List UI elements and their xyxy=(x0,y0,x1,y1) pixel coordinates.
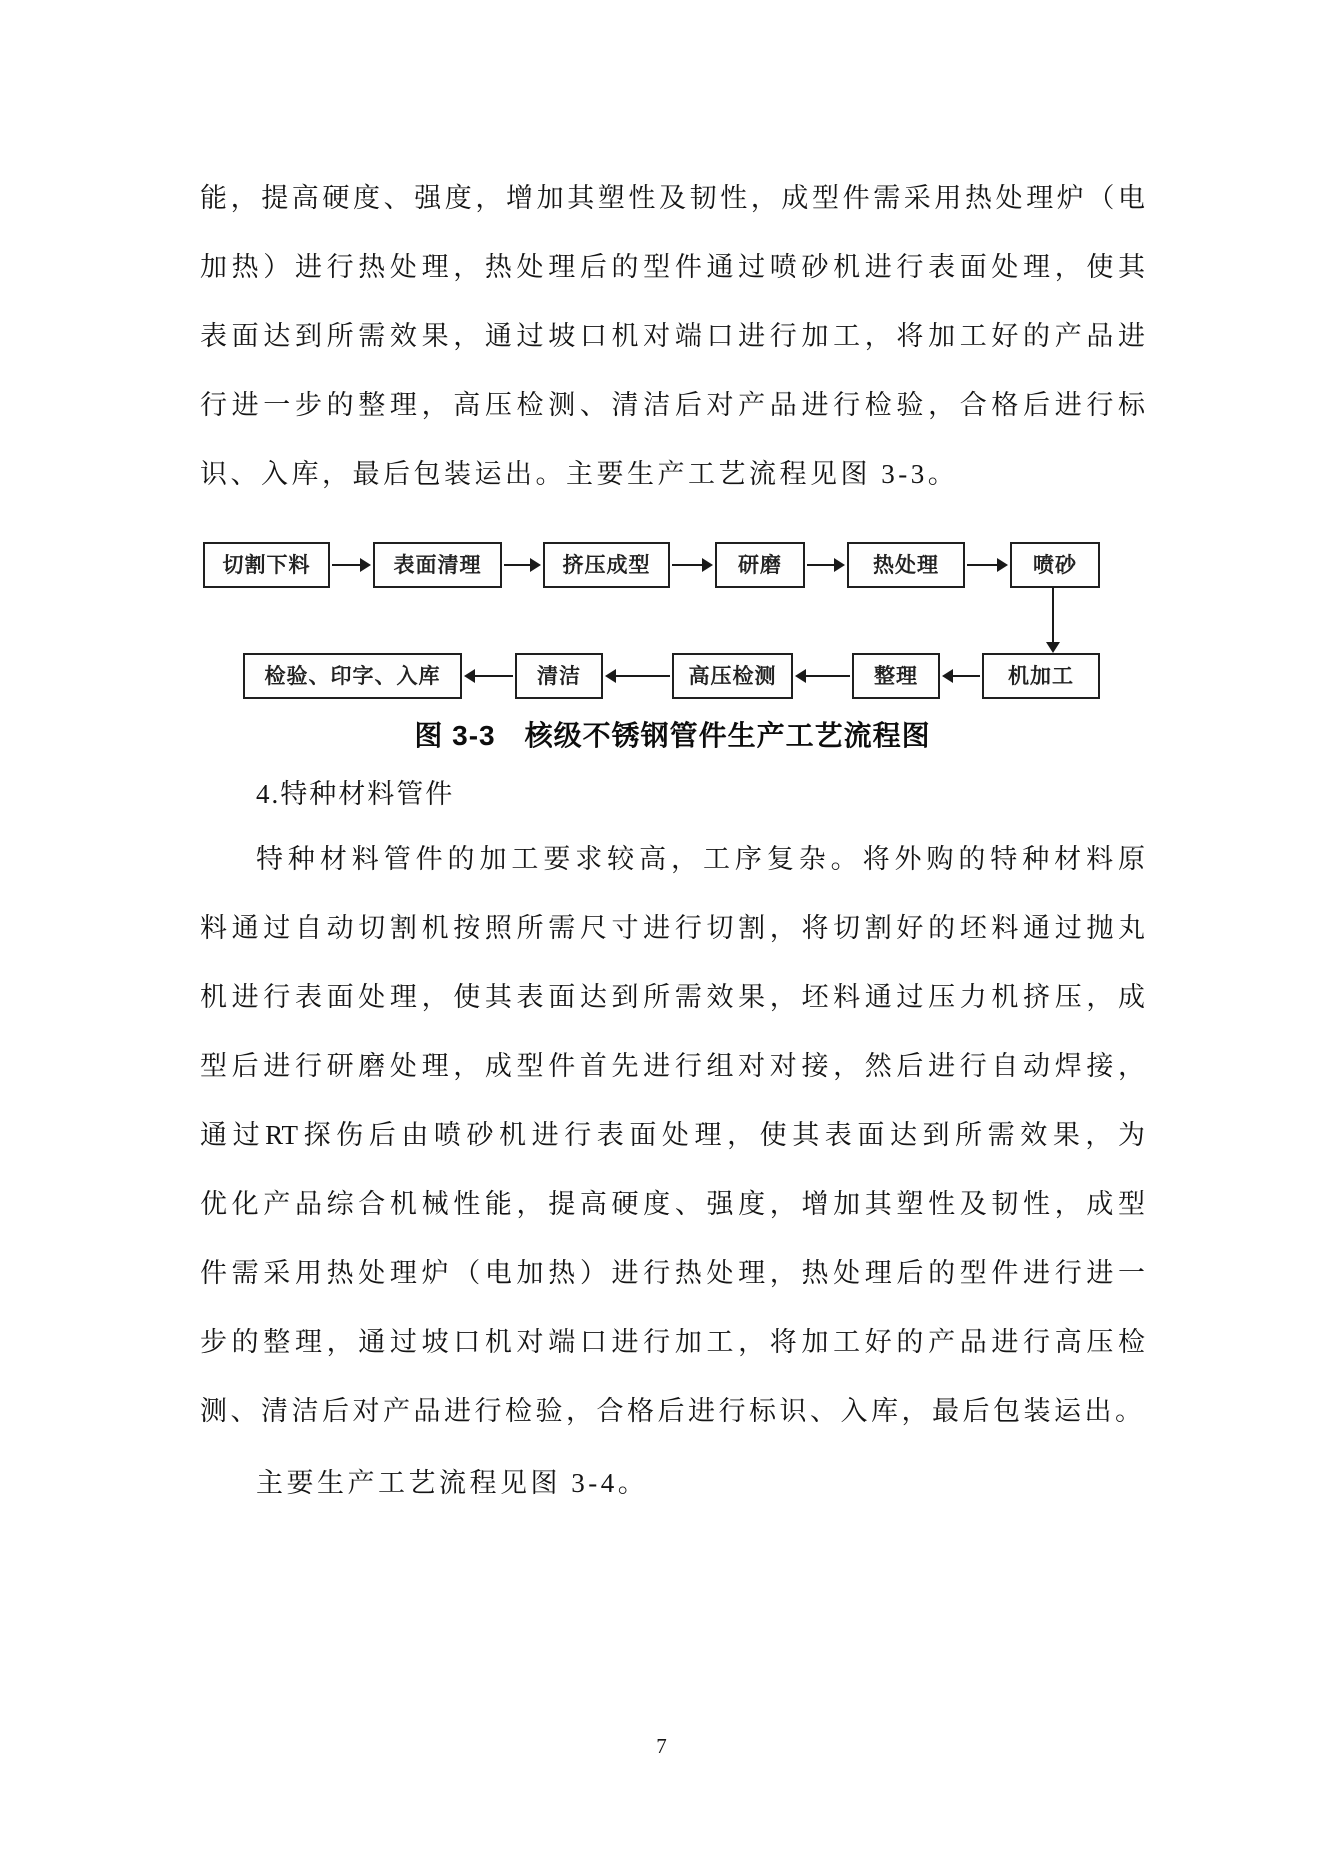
body-line: 机进行表面处理，使其表面达到所需效果，坯料通过压力机挤压，成 xyxy=(200,982,1145,1012)
body-line: 能，提高硬度、强度，增加其塑性及韧性，成型件需采用热处理炉（电 xyxy=(200,183,1145,213)
arrow-left-icon xyxy=(614,675,670,677)
body-line: 主要生产工艺流程见图 3-4。 xyxy=(256,1468,649,1498)
body-line: 加热）进行热处理，热处理后的型件通过喷砂机进行表面处理，使其 xyxy=(200,252,1145,282)
flow-step-machining: 机加工 xyxy=(982,653,1100,699)
arrow-left-icon xyxy=(473,675,513,677)
arrow-right-icon xyxy=(504,564,532,566)
paragraph-2 xyxy=(200,825,1145,1446)
arrow-left-icon xyxy=(804,675,850,677)
flow-step-cutting: 切割下料 xyxy=(203,542,330,588)
body-line: 识、入库，最后包装运出。主要生产工艺流程见图 3-3。 xyxy=(200,459,959,489)
body-line: 通过RT探伤后由喷砂机进行表面处理，使其表面达到所需效果，为 xyxy=(200,1120,1145,1150)
flow-step-inspect-mark-store: 检验、印字、入库 xyxy=(243,653,462,699)
flow-step-sandblasting: 喷砂 xyxy=(1010,542,1100,588)
figure-caption: 图 3-3 核级不锈钢管件生产工艺流程图 xyxy=(414,720,931,751)
page-number: 7 xyxy=(656,1734,667,1758)
arrow-down-icon xyxy=(1052,587,1054,643)
arrow-right-icon xyxy=(967,564,999,566)
body-line: 特种材料管件的加工要求较高，工序复杂。将外购的特种材料原 xyxy=(256,844,1145,874)
arrow-right-icon xyxy=(807,564,836,566)
flow-step-heat-treatment: 热处理 xyxy=(847,542,965,588)
arrow-right-icon xyxy=(332,564,362,566)
arrow-left-icon xyxy=(951,675,980,677)
flow-step-extrusion: 挤压成型 xyxy=(543,542,670,588)
body-line: 料通过自动切割机按照所需尺寸进行切割，将切割好的坯料通过抛丸 xyxy=(200,913,1145,943)
flow-step-surface-cleaning: 表面清理 xyxy=(373,542,502,588)
body-line: 行进一步的整理，高压检测、清洁后对产品进行检验，合格后进行标 xyxy=(200,390,1145,420)
body-line: 件需采用热处理炉（电加热）进行热处理，热处理后的型件进行进一 xyxy=(200,1258,1145,1288)
flow-step-cleaning: 清洁 xyxy=(515,653,603,699)
flow-step-grinding: 研磨 xyxy=(715,542,805,588)
body-line: 表面达到所需效果，通过坡口机对端口进行加工，将加工好的产品进 xyxy=(200,321,1145,351)
arrow-right-icon xyxy=(672,564,704,566)
body-line: 优化产品综合机械性能，提高硬度、强度，增加其塑性及韧性，成型 xyxy=(200,1189,1145,1219)
section-heading: 4.特种材料管件 xyxy=(256,779,455,809)
flow-step-high-pressure-test: 高压检测 xyxy=(672,653,793,699)
body-line: 步的整理，通过坡口机对端口进行加工，将加工好的产品进行高压检 xyxy=(200,1327,1145,1357)
paragraph-3 xyxy=(200,1449,1145,1518)
body-line: 测、清洁后对产品进行检验，合格后进行标识、入库，最后包装运出。 xyxy=(200,1396,1146,1426)
flow-step-tidying: 整理 xyxy=(852,653,940,699)
body-line: 型后进行研磨处理，成型件首先进行组对对接，然后进行自动焊接， xyxy=(200,1051,1145,1081)
paragraph-1 xyxy=(200,164,1145,509)
